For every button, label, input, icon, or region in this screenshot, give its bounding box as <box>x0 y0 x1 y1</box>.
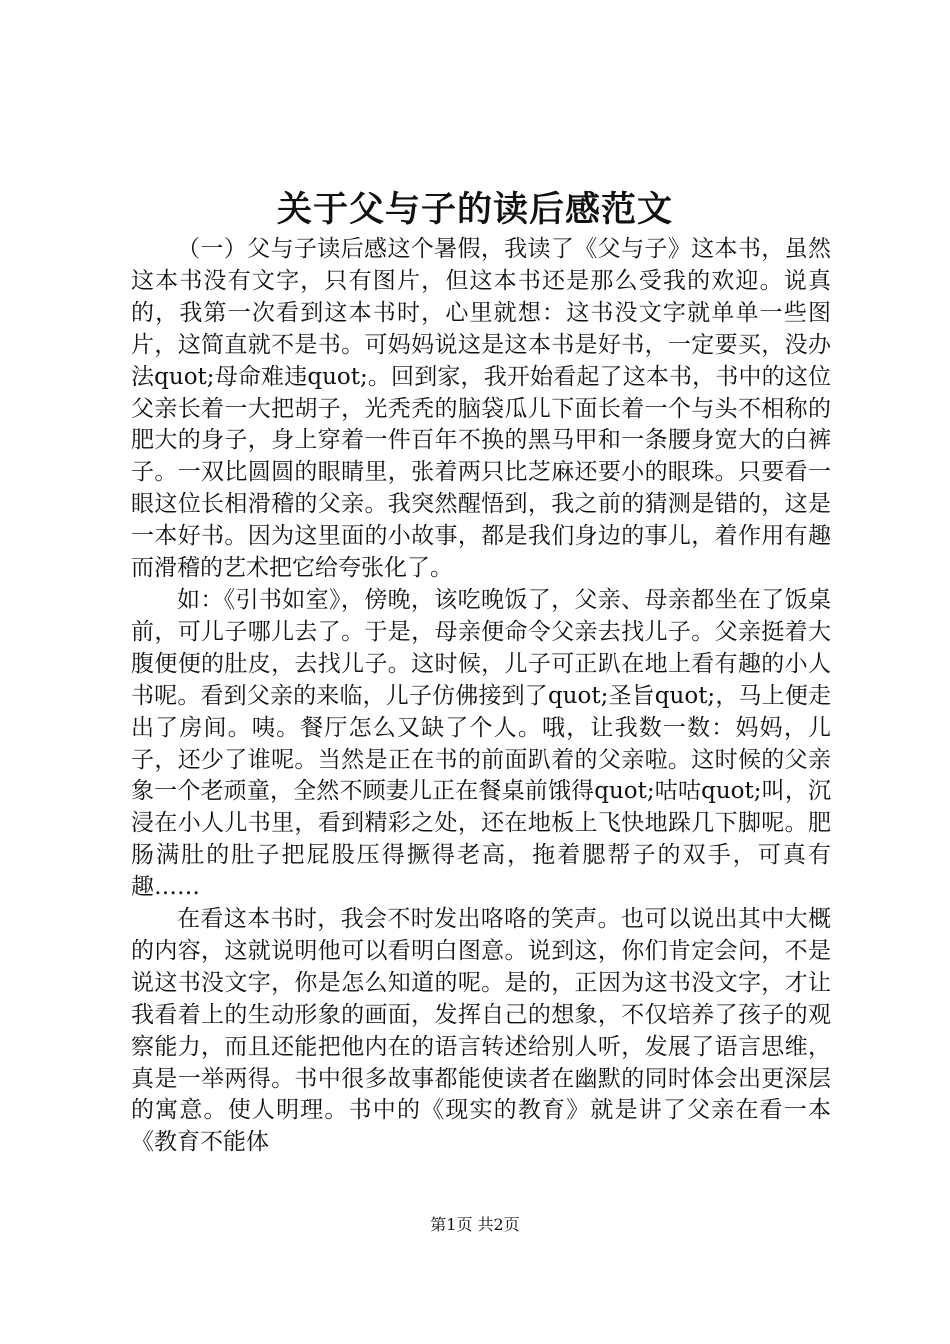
paragraph-2: 如：《引书如室》，傍晚，该吃晚饭了，父亲、母亲都坐在了饭桌前，可儿子哪儿去了。于是，母亲便命令父亲去找儿子。父亲挺着大腹便便的肚皮，去找儿子。这时候，儿子可正趴在地上看有趣的小人书呢。看到父亲的来临，儿子仿佛接到了quot;圣旨quot;，马上便走出了房间。咦。餐厅怎么又缺了个人。哦，让我数一数：妈妈，儿子，还少了谁呢。当然是正在书的前面趴着的父亲啦。这时候的父亲象一个老顽童，全然不顾妻儿正在餐桌前饿得quot;咕咕quot;叫，沉浸在小人儿书里，看到精彩之处，还在地板上飞快地跺几下脚呢。肥肠满肚的肚子把屁股压得撅得老高，拖着腮帮子的双手，可真有趣…… <box>131 586 831 901</box>
paragraph-3: 在看这本书时，我会不时发出咯咯的笑声。也可以说出其中大概的内容，这就说明他可以看明白图意。说到这，你们肯定会问，不是说这书没文字，你是怎么知道的呢。是的，正因为这书没文字，才让我看着上的生动形象的画面，发挥自己的想象，不仅培养了孩子的观察能力，而且还能把他内在的语言转述给别人听，发展了语言思维，真是一举两得。书中很多故事都能使读者在幽默的同时体会出更深层的寓意。使人明理。书中的《现实的教育》就是讲了父亲在看一本《教育不能体 <box>131 906 831 1156</box>
page-number-footer: 第1页 共2页 <box>430 1215 520 1234</box>
document-title: 关于父与子的读后感范文 <box>276 189 673 230</box>
paragraph-1: （一）父与子读后感这个暑假，我读了《父与子》这本书，虽然这本书没有文字，只有图片，但这本书还是那么受我的欢迎。说真的，我第一次看到这本书时，心里就想：这书没文字就单单一些图片，这简直就不是书。可妈妈说这是这本书是好书，一定要买，没办法quot;母命难违quot;。回到家，我开始看起了这本书，书中的这位父亲长着一大把胡子，光秃秃的脑袋瓜儿下面长着一个与头不相称的肥大的身子，身上穿着一件百年不换的黑马甲和一条腰身宽大的白裤子。一双比圆圆的眼睛里，张着两只比芝麻还要小的眼珠。只要看一眼这位长相滑稽的父亲。我突然醒悟到，我之前的猜测是错的，这是一本好书。因为这里面的小故事，都是我们身边的事儿，着作用有趣而滑稽的艺术把它给夸张化了。 <box>131 236 831 582</box>
document-body <box>131 234 831 1159</box>
